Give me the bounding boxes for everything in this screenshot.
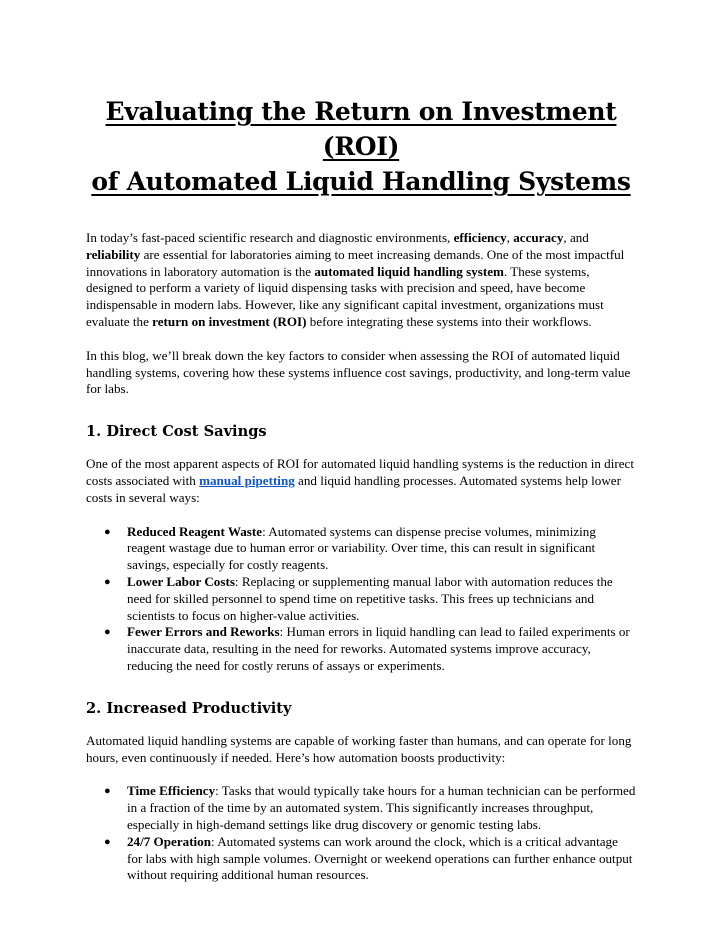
title-line-1: Evaluating the Return on Investment (ROI) <box>105 97 617 161</box>
section-1-heading: 1. Direct Cost Savings <box>86 423 267 441</box>
list-item <box>86 624 636 674</box>
list-item-text: : Automated systems can dispense precise volumes, minimizing reagent wastage due to human error or variability. Over time, this can result in significant savings, especially for costly reagents. <box>127 523 596 573</box>
list-item-text: : Human errors in liquid handling can lead to failed experiments or inaccurate data, resulting in the need for reworks. Automated systems improve accuracy, reducing the need for costly reruns of assays or experiments. <box>127 624 630 673</box>
bullet-icon: ● <box>104 835 111 848</box>
list-item-title: Reduced Reagent Waste <box>127 523 263 539</box>
manual-pipetting-link[interactable]: manual pipetting <box>199 472 295 488</box>
document-body <box>86 94 636 884</box>
section-1-paragraph <box>86 456 636 506</box>
intro-bold-system: automated liquid handling system <box>314 263 504 279</box>
section-1-text: One of the most apparent aspects of ROI for automated liquid handling systems is the reduction in direct costs associated with <box>86 456 634 488</box>
section-2-bullet-list <box>86 783 636 884</box>
intro-bold-roi: return on investment (ROI) <box>152 313 307 329</box>
overview-paragraph: In this blog, we’ll break down the key factors to consider when assessing the ROI of automated liquid handling systems, covering how these systems influence cost savings, productivity, and long-term value for labs. <box>86 347 631 397</box>
list-item <box>86 834 636 884</box>
list-item-text: : Replacing or supplementing manual labor with automation reduces the need for skilled personnel to spend time on repetitive tasks. This frees up technicians and scientists to focus on higher-value activities. <box>127 573 613 623</box>
section-1-bullet-list <box>86 524 636 675</box>
bullet-icon: ● <box>104 626 111 639</box>
bullet-icon: ● <box>104 575 111 588</box>
intro-text: , and <box>563 230 589 245</box>
list-item <box>86 783 636 833</box>
intro-text: , <box>506 230 514 245</box>
list-item <box>86 524 636 574</box>
intro-bold-efficiency: efficiency <box>453 230 507 245</box>
list-item-title: Lower Labor Costs <box>127 573 235 589</box>
intro-text: before integrating these systems into their workflows. <box>306 313 592 329</box>
list-item-title: Fewer Errors and Reworks <box>127 624 280 640</box>
list-item-title: 24/7 Operation <box>127 833 212 849</box>
intro-text: are essential for laboratories aiming to meet increasing demands. One of the most impactful innovations in laboratory automation is the <box>86 246 625 279</box>
list-item-text: : Tasks that would typically take hours for a human technician can be performed in a fraction of the time by an automated system. This significantly increases throughput, especially in high-demand settings like drug discovery or genomic testing labs. <box>127 783 636 832</box>
section-2-paragraph: Automated liquid handling systems are capable of working faster than humans, and can operate for long hours, even continuously if needed. Here’s how automation boosts productivity: <box>86 732 632 765</box>
section-2-heading: 2. Increased Productivity <box>86 699 292 717</box>
title-line-2: of Automated Liquid Handling Systems <box>91 167 631 196</box>
section-1-text: and liquid handling processes. Automated systems help lower costs in several ways: <box>86 472 621 505</box>
intro-paragraph <box>86 230 636 331</box>
intro-text: . These systems, designed to perform a variety of liquid dispensing tasks with precision and speed, have become indispensable in modern labs. However, like any significant capital investment, organizations must evaluate the <box>86 263 604 329</box>
intro-text: In today’s fast-paced scientific research and diagnostic environments, <box>86 230 454 245</box>
document-title <box>86 94 636 199</box>
intro-bold-reliability: reliability <box>86 246 141 262</box>
list-item <box>86 574 636 624</box>
bullet-icon: ● <box>104 525 111 538</box>
list-item-title: Time Efficiency <box>127 783 216 799</box>
bullet-icon: ● <box>104 785 111 798</box>
intro-bold-accuracy: accuracy <box>513 230 564 245</box>
list-item-text: : Automated systems can work around the clock, which is a critical advantage for labs with high sample volumes. Overnight or weekend operations can further enhance output without requiring additional human resources. <box>127 833 633 883</box>
